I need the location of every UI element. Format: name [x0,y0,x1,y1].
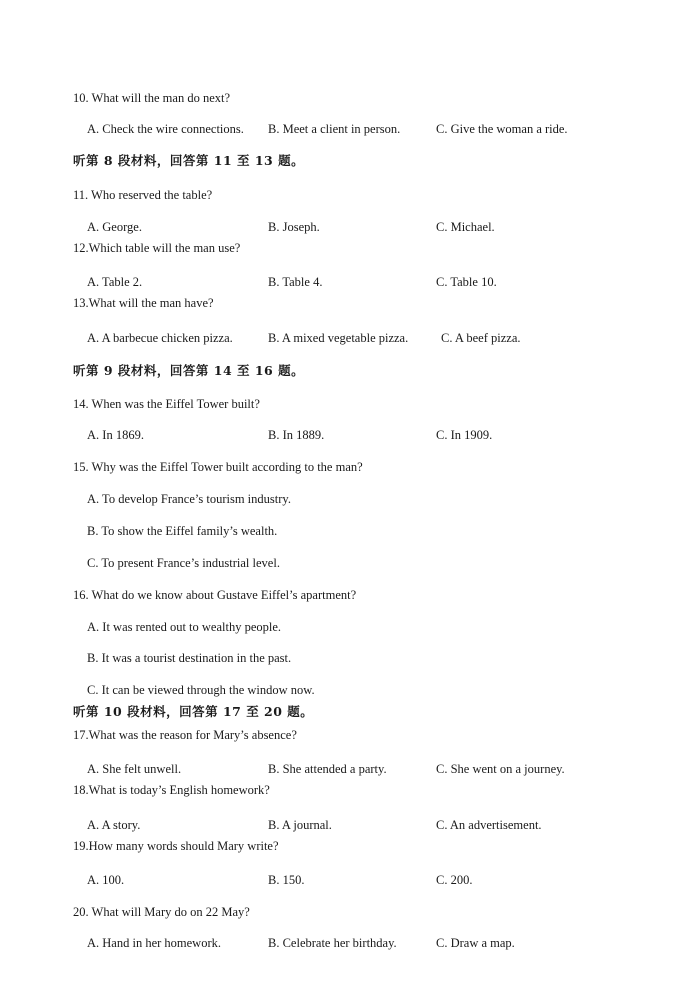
question-17: 17.What was the reason for Mary’s absence? [73,728,297,742]
q16-option-a: A. It was rented out to wealthy people. [87,620,282,634]
q10-option-c: C. Give the woman a ride. [436,122,568,136]
q18-option-c: C. An advertisement. [436,818,542,832]
q19-option-c: C. 200. [436,873,473,887]
q11-option-b: B. Joseph. [268,220,320,234]
q12-option-a: A. Table 2. [87,275,143,289]
q15-option-c: C. To present France’s industrial level. [87,556,280,570]
q12-option-c: C. Table 10. [436,275,497,289]
section-8-heading: 听第 8 段材料，回答第 11 至 13 题。 [73,153,305,168]
question-20: 20. What will Mary do on 22 May? [73,905,250,919]
q14-option-a: A. In 1869. [87,428,144,442]
question-11: 11. Who reserved the table? [73,188,213,202]
question-13: 13.What will the man have? [73,296,214,310]
question-18: 18.What is today’s English homework? [73,783,270,797]
q10-option-a: A. Check the wire connections. [87,122,244,136]
q14-option-c: C. In 1909. [436,428,493,442]
q10-option-b: B. Meet a client in person. [268,122,401,136]
q14-option-b: B. In 1889. [268,428,325,442]
q16-option-c: C. It can be viewed through the window now. [87,683,315,697]
q17-option-c: C. She went on a journey. [436,762,565,776]
q19-option-a: A. 100. [87,873,125,887]
q13-option-b: B. A mixed vegetable pizza. [268,331,409,345]
section-9-heading: 听第 9 段材料，回答第 14 至 16 题。 [73,363,305,378]
q15-option-b: B. To show the Eiffel family’s wealth. [87,524,278,538]
q16-option-b: B. It was a tourist destination in the past. [87,651,292,665]
q17-option-a: A. She felt unwell. [87,762,182,776]
q11-option-c: C. Michael. [436,220,495,234]
section-10-heading: 听第 10 段材料，回答第 17 至 20 题。 [73,704,314,719]
q20-option-c: C. Draw a map. [436,936,515,950]
q15-option-a: A. To develop France’s tourism industry. [87,492,291,506]
q18-option-a: A. A story. [87,818,141,832]
q18-option-b: B. A journal. [268,818,332,832]
question-12: 12.Which table will the man use? [73,241,241,255]
q19-option-b: B. 150. [268,873,305,887]
q20-option-a: A. Hand in her homework. [87,936,221,950]
question-19: 19.How many words should Mary write? [73,839,279,853]
question-10: 10. What will the man do next? [73,91,231,105]
question-16: 16. What do we know about Gustave Eiffel’s apartment? [73,588,357,602]
q11-option-a: A. George. [87,220,142,234]
q17-option-b: B. She attended a party. [268,762,387,776]
q13-option-a: A. A barbecue chicken pizza. [87,331,233,345]
q13-option-c: C. A beef pizza. [441,331,521,345]
q20-option-b: B. Celebrate her birthday. [268,936,397,950]
question-15: 15. Why was the Eiffel Tower built according to the man? [73,460,363,474]
question-14: 14. When was the Eiffel Tower built? [73,397,260,411]
q12-option-b: B. Table 4. [268,275,323,289]
